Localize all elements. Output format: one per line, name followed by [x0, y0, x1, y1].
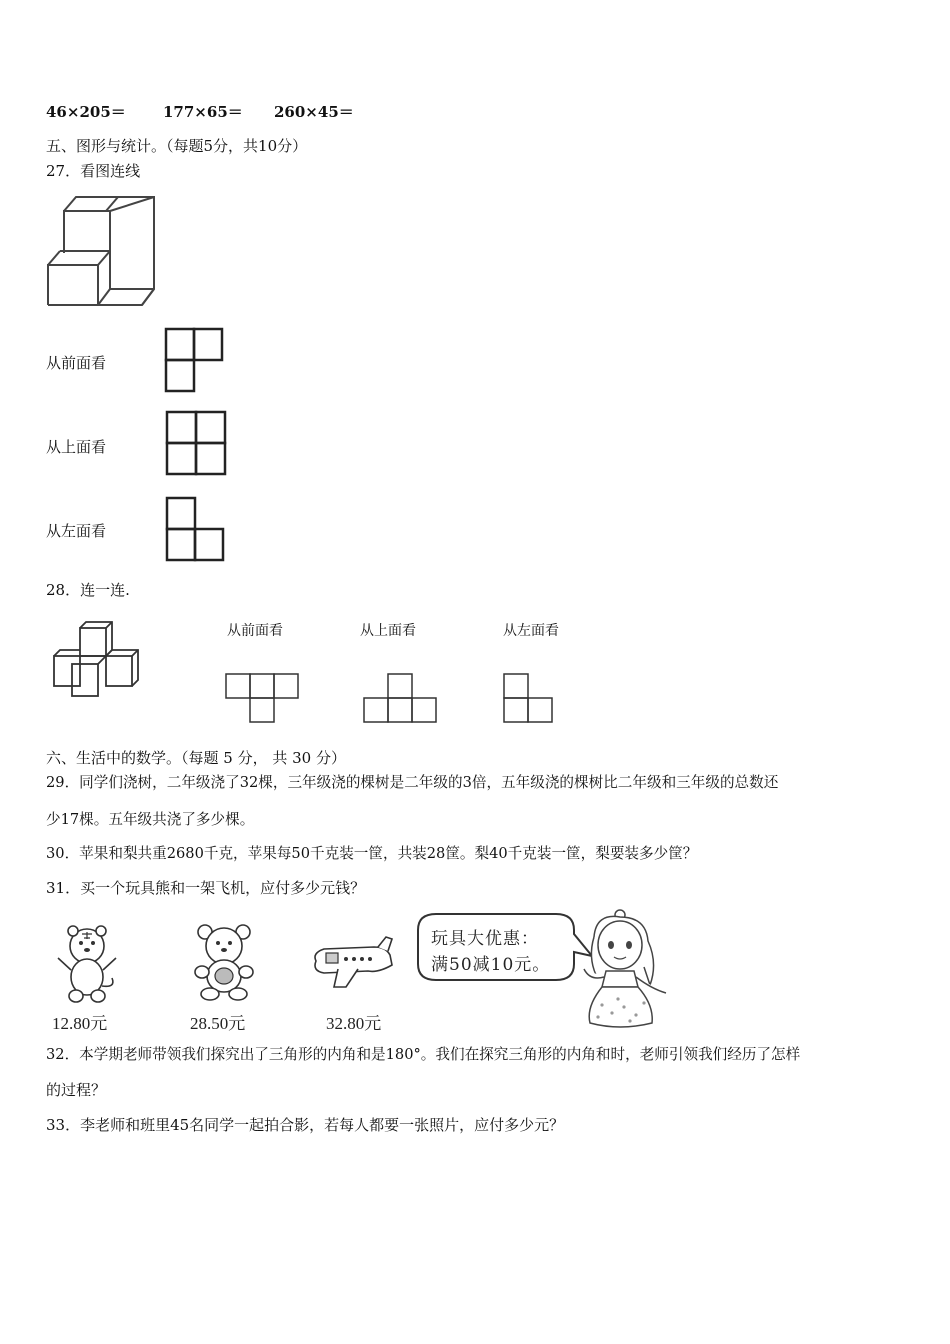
- calc-item-3: 260×45＝: [274, 103, 354, 121]
- q28-view-label-front: 从前面看: [227, 623, 283, 639]
- q28-view-shape-2: [362, 672, 440, 724]
- tiger-toy-icon: [52, 922, 122, 1004]
- calc-item-2: 177×65＝: [163, 103, 243, 121]
- q27-label-top: 从上面看: [46, 438, 107, 456]
- section-5-title: 五、图形与统计。（每题5分，共10分）: [46, 137, 308, 155]
- q30-text: 30．苹果和梨共重2680千克，苹果每50千克装一筐，共装28筐。梨40千克装一筐，梨要装多少筐？: [46, 845, 698, 862]
- q32-line-2: 的过程？: [46, 1081, 107, 1099]
- q28-solid-figure: [52, 620, 148, 700]
- q27-view-shape-3: [165, 496, 225, 562]
- q27-view-shape-2: [165, 410, 227, 476]
- q32-line-1: 32．本学期老师带领我们探究出了三角形的内角和是180°。我们在探究三角形的内角和时，老师引领我们经历了怎样: [46, 1046, 801, 1063]
- q28-view-shape-3: [502, 672, 556, 724]
- q28-title: 28．连一连.: [46, 581, 130, 599]
- q28-view-shape-1: [224, 672, 302, 724]
- q33-text: 33．李老师和班里45名同学一起拍合影，若每人都要一张照片，应付多少元？: [46, 1116, 565, 1134]
- bubble-line-2: 满50减10元。: [431, 955, 551, 975]
- q31-text: 31．买一个玩具熊和一架飞机，应付多少元钱？: [46, 879, 366, 897]
- q27-label-left: 从左面看: [46, 522, 107, 540]
- bubble-line-1: 玩具大优惠：: [431, 929, 539, 949]
- airplane-toy-icon: [308, 935, 398, 990]
- q29-line-1: 29．同学们浇树，二年级浇了32棵，三年级浇的棵树是二年级的3倍，五年级浇的棵树比二年级和三年级的总数还: [46, 774, 779, 791]
- price-airplane: 32.80元: [326, 1014, 382, 1033]
- girl-illustration-icon: [566, 907, 676, 1032]
- section-6-title: 六、生活中的数学。（每题 5 分， 共 30 分）: [46, 749, 346, 767]
- q27-label-front: 从前面看: [46, 354, 107, 372]
- calc-item-1: 46×205＝: [46, 103, 126, 121]
- q27-view-shape-1: [164, 327, 224, 393]
- q28-view-label-top: 从上面看: [360, 623, 416, 639]
- price-tiger: 12.80元: [52, 1014, 108, 1033]
- teddy-bear-toy-icon: [192, 922, 258, 1002]
- q27-title: 27．看图连线: [46, 162, 141, 180]
- q28-view-label-left: 从左面看: [503, 623, 559, 639]
- q29-line-2: 少17棵。五年级共浇了多少棵。: [46, 811, 255, 828]
- q27-solid-figure: [44, 193, 159, 313]
- price-bear: 28.50元: [190, 1014, 246, 1033]
